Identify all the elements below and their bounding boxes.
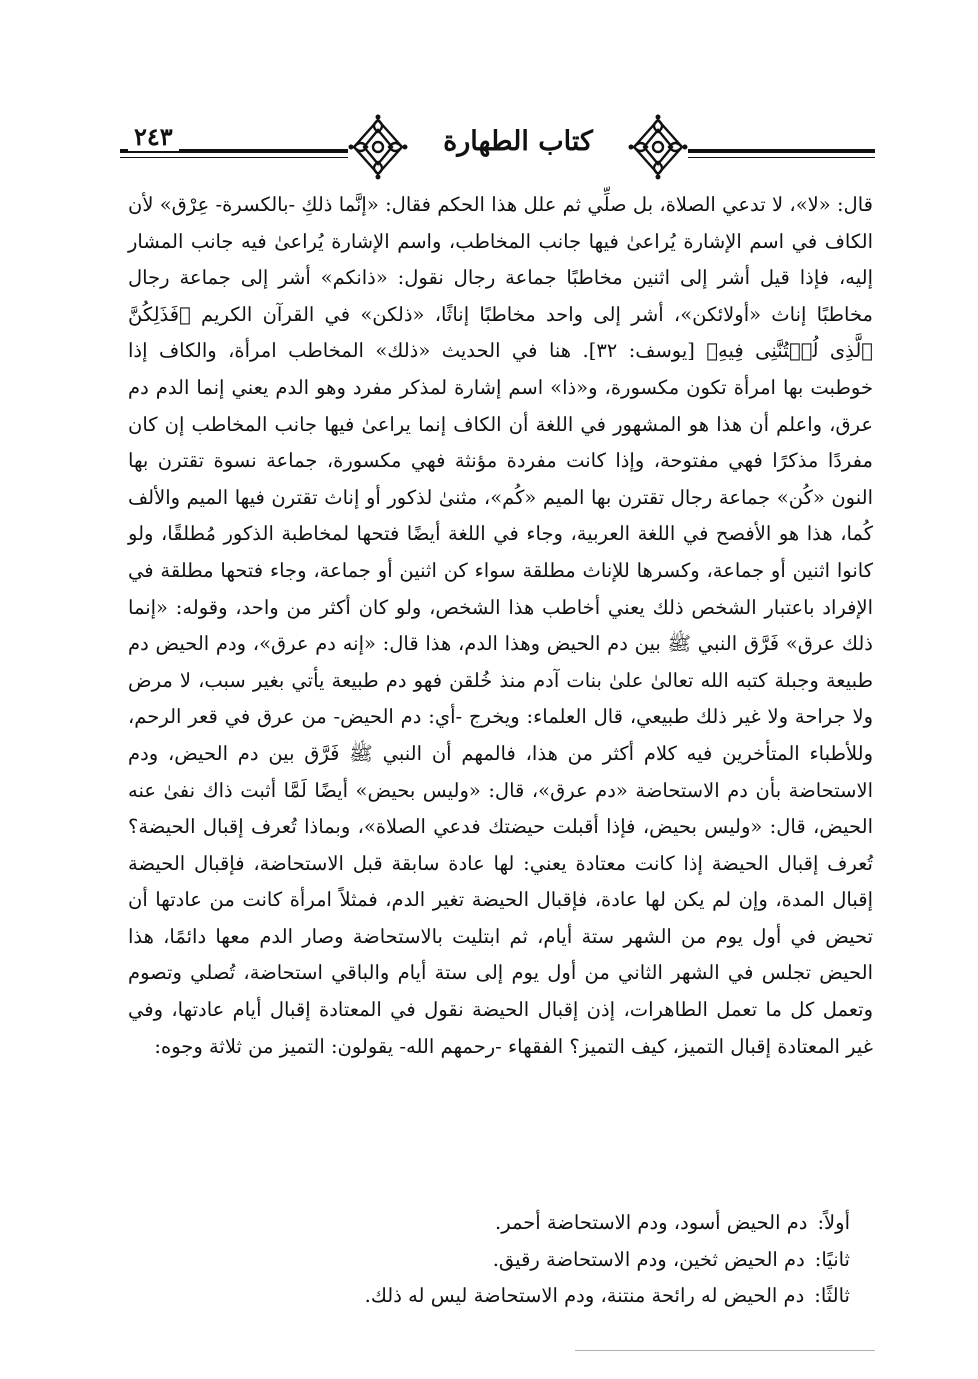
arabesque-ornament-icon [628, 114, 688, 180]
list-item [365, 1205, 850, 1242]
list-text: دم الحيض له رائحة منتنة، ودم الاستحاضة ليس له ذلك. [364, 1284, 805, 1308]
list-marker: ثانيًا: [814, 1247, 850, 1271]
page-header [120, 112, 875, 182]
list-item [365, 1242, 850, 1279]
list-item [365, 1278, 850, 1315]
body-text [128, 187, 873, 1065]
list-marker: ثالثًا: [814, 1284, 850, 1308]
body-paragraph: قال: «لا»، لا تدعي الصلاة، بل صلِّي ثم علل هذا الحكم فقال: «إنَّما ذلكِ -بالكسرة- عِرْق» لأن الكاف في اسم الإشارة يُراعىٰ فيها جانب المخاطب، واسم الإشارة يُراعىٰ فيه جانب المشار إليه، فإذا قيل أشر إلى اثنين مخاطبًا جماعة رجال نقول: «ذانكم» أشر إلى جماعة رجال مخاطبًا إناث «أولائكن»، أشر إلى واحد مخاطبًا إناثًا، «ذلكن» في القرآن الكريم ﴿فَذَلِكُنَّ ٱلَّذِى لُمۡتُنَّنِى فِيهِ﴾ [يوسف: ٣٢]. هنا في الحديث «ذلك» المخاطب امرأة، والكاف إذا خوطبت بها امرأة تكون مكسورة، و«ذا» اسم إشارة لمذكر مفرد وهو الدم يعني إنما الدم دم عرق، واعلم أن هذا هو المشهور في اللغة أن الكاف إنما يراعىٰ فيها جانب المخاطب إن كان مفردًا مذكرًا فهي مفتوحة، وإذا كانت مفردة مؤنثة فهي مكسورة، جماعة نسوة تقترن بها النون «كُن» جماعة رجال تقترن بها الميم «كُم»، مثنىٰ لذكور أو إناث تقترن فيها الميم والألف كُما، هذا هو الأفصح في اللغة العربية، وجاء في اللغة أيضًا فتحها لمخاطبة الذكور مُطلقًا، ولو كانوا اثنين أو جماعة، وكسرها للإناث مطلقة سواء كن اثنين أو جماعة، وجاء فتحها مطلقة في الإفراد باعتبار الشخص ذلك يعني أخاطب هذا الشخص، ولو كان أكثر من واحد، وقوله: «إنما ذلك عرق» فَرَّق النبي ﷺ بين دم الحيض وهذا الدم، هذا قال: «إنه دم عرق»، ودم الحيض دم طبيعة وجبلة كتبه الله تعالىٰ علىٰ بنات آدم منذ خُلقن فهو دم طبيعة يأتي بغير سبب، لا مرض ولا جراحة ولا غير ذلك طبيعي، قال العلماء: ويخرج -أي: دم الحيض- من عرق في قعر الرحم، وللأطباء المتأخرين فيه كلام أكثر من هذا، فالمهم أن النبي ﷺ فَرَّق بين دم الحيض، ودم الاستحاضة بأن دم الاستحاضة «دم عرق»، قال: «وليس بحيض» أيضًا لَمَّا أثبت ذاك نفىٰ عنه الحيض، قال: «وليس بحيض، فإذا أقبلت حيضتك فدعي الصلاة»، وبماذا تُعرف إقبال الحيضة؟ تُعرف إقبال الحيضة إذا كانت معتادة يعني: لها عادة سابقة قبل الاستحاضة، فإقبال الحيضة إقبال المدة، وإن لم يكن لها عادة، فإقبال الحيضة تغير الدم، فمثلاً امرأة كانت من عادتها أن تحيض في أول يوم من الشهر ستة أيام، ثم ابتليت بالاستحاضة وصار الدم معها دائمًا، هذا الحيض تجلس في الشهر الثاني من أول يوم إلى ستة أيام والباقي استحاضة، تُصلي وتصوم وتعمل كل ما تعمل الطاهرات، إذن إقبال الحيضة نقول في المعتادة إقبال أيام عادتها، وفي غير المعتادة إقبال التميز، كيف التميز؟ الفقهاء -رحمهم الله- يقولون: التميز من ثلاثة وجوه: [128, 193, 873, 1058]
book-title: كتاب الطهارة [443, 126, 593, 157]
title-banner [348, 114, 688, 180]
list-text: دم الحيض أسود، ودم الاستحاضة أحمر. [495, 1211, 808, 1234]
list-text: دم الحيض ثخين، ودم الاستحاضة رقيق. [492, 1247, 805, 1271]
footer-rule [575, 1350, 875, 1351]
page-number: ٢٤٣ [128, 122, 179, 151]
list-marker: أولاً: [817, 1211, 850, 1234]
arabesque-ornament-icon [348, 114, 408, 180]
criteria-list [365, 1205, 850, 1315]
